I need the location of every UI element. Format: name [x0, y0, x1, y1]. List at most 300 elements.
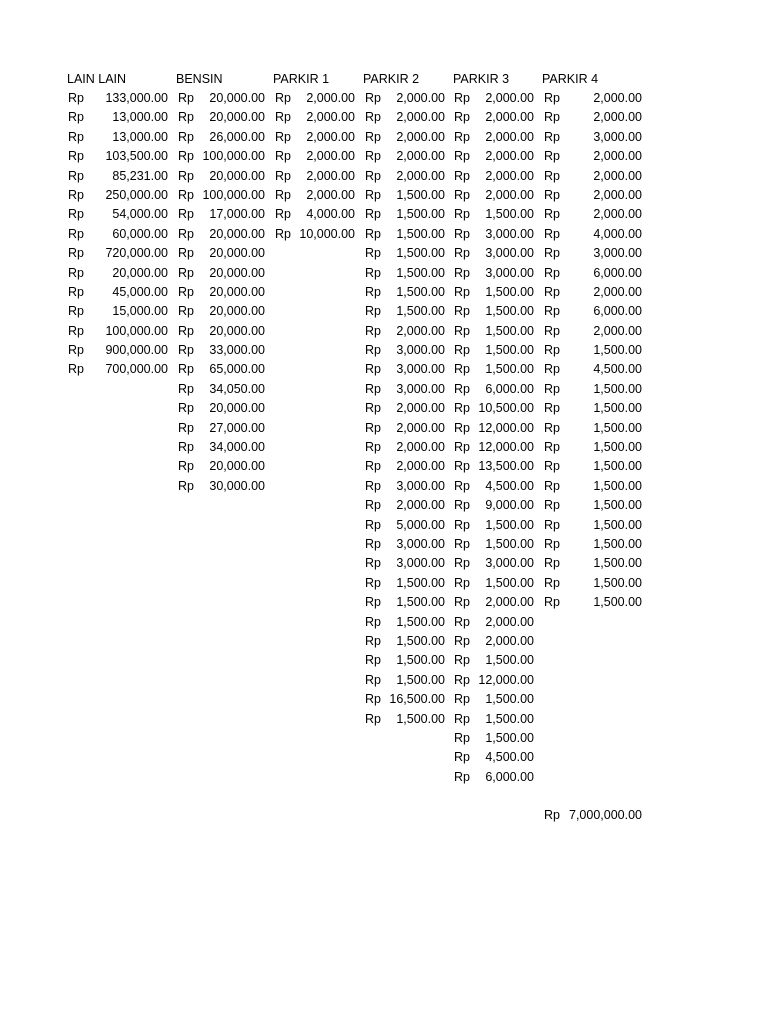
- amount-cell: 3,000.00: [485, 246, 534, 261]
- currency-label: Rp: [68, 129, 84, 144]
- amount-cell: 1,500.00: [485, 692, 534, 707]
- amount-cell: 1,500.00: [485, 536, 534, 551]
- table-row: [544, 244, 642, 263]
- amount-cell: 1,500.00: [485, 323, 534, 338]
- table-row: [454, 632, 534, 651]
- currency-label: Rp: [454, 769, 470, 784]
- amount-cell: 2,000.00: [306, 91, 355, 105]
- amount-cell: 4,500.00: [593, 362, 642, 377]
- currency-label: Rp: [544, 517, 560, 532]
- currency-label: Rp: [454, 381, 470, 396]
- table-row: [68, 283, 168, 302]
- currency-label: Rp: [275, 207, 291, 222]
- table-row: [544, 128, 642, 147]
- currency-label: Rp: [178, 168, 194, 183]
- currency-label: Rp: [544, 284, 560, 299]
- amount-cell: 17,000.00: [209, 207, 265, 222]
- currency-label: Rp: [544, 129, 560, 144]
- amount-cell: 20,000.00: [209, 91, 265, 105]
- currency-label: Rp: [544, 304, 560, 319]
- currency-label: Rp: [275, 91, 291, 105]
- table-row: [544, 574, 642, 593]
- table-row: [178, 302, 265, 321]
- amount-cell: 1,500.00: [593, 595, 642, 610]
- table-row: [178, 457, 265, 476]
- currency-label: Rp: [454, 265, 470, 280]
- amount-cell: 1,500.00: [485, 575, 534, 590]
- currency-label: Rp: [544, 149, 560, 164]
- table-row: [365, 322, 445, 341]
- table-row: [454, 710, 534, 729]
- currency-label: Rp: [454, 536, 470, 551]
- amount-cell: 85,231.00: [112, 168, 168, 183]
- currency-label: Rp: [544, 536, 560, 551]
- amount-cell: 2,000.00: [593, 207, 642, 222]
- table-row: [544, 225, 642, 244]
- amount-cell: 103,500.00: [105, 149, 168, 164]
- table-row: [454, 244, 534, 263]
- amount-cell: 2,000.00: [593, 149, 642, 164]
- amount-cell: 30,000.00: [209, 478, 265, 493]
- table-row: [178, 438, 265, 457]
- currency-label: Rp: [68, 226, 84, 241]
- currency-label: Rp: [454, 304, 470, 319]
- amount-cell: 133,000.00: [105, 91, 168, 105]
- amount-cell: 2,000.00: [396, 129, 445, 144]
- table-row: [275, 225, 355, 244]
- table-row: [454, 360, 534, 379]
- table-row: [178, 283, 265, 302]
- table-row: [365, 225, 445, 244]
- amount-cell: 45,000.00: [112, 284, 168, 299]
- currency-label: Rp: [365, 149, 381, 164]
- column-parkir-1: [275, 89, 355, 244]
- table-row: [68, 205, 168, 224]
- currency-label: Rp: [544, 265, 560, 280]
- table-row: [275, 128, 355, 147]
- amount-cell: 2,000.00: [485, 633, 534, 648]
- amount-cell: 1,500.00: [396, 304, 445, 319]
- currency-label: Rp: [365, 304, 381, 319]
- column-lain-lain: [68, 89, 168, 380]
- currency-label: Rp: [365, 614, 381, 629]
- currency-label: Rp: [544, 226, 560, 241]
- amount-cell: 2,000.00: [593, 284, 642, 299]
- currency-label: Rp: [454, 672, 470, 687]
- table-row: [365, 651, 445, 670]
- currency-label: Rp: [544, 362, 560, 377]
- currency-label: Rp: [68, 246, 84, 261]
- table-row: [454, 554, 534, 573]
- amount-cell: 1,500.00: [396, 265, 445, 280]
- currency-label: Rp: [544, 110, 560, 125]
- currency-label: Rp: [178, 284, 194, 299]
- table-row: [68, 225, 168, 244]
- table-row: [178, 147, 265, 166]
- currency-label: Rp: [454, 149, 470, 164]
- amount-cell: 1,500.00: [593, 343, 642, 358]
- amount-cell: 4,500.00: [485, 750, 534, 765]
- currency-label: Rp: [178, 401, 194, 416]
- currency-label: Rp: [454, 129, 470, 144]
- table-row: [454, 768, 534, 787]
- amount-cell: 3,000.00: [485, 265, 534, 280]
- currency-label: Rp: [454, 323, 470, 338]
- table-row: [178, 399, 265, 418]
- currency-label: Rp: [365, 343, 381, 358]
- amount-cell: 1,500.00: [593, 556, 642, 571]
- amount-cell: 700,000.00: [105, 362, 168, 377]
- table-row: [454, 651, 534, 670]
- currency-label: Rp: [365, 672, 381, 687]
- amount-cell: 2,000.00: [593, 187, 642, 202]
- table-row: [544, 419, 642, 438]
- grand-total: [544, 806, 642, 825]
- table-row: [178, 264, 265, 283]
- table-row: [454, 205, 534, 224]
- amount-cell: 3,000.00: [485, 226, 534, 241]
- currency-label: Rp: [365, 381, 381, 396]
- amount-cell: 6,000.00: [485, 381, 534, 396]
- currency-label: Rp: [178, 459, 194, 474]
- table-row: [68, 244, 168, 263]
- currency-label: Rp: [68, 91, 84, 105]
- amount-cell: 1,500.00: [593, 401, 642, 416]
- currency-label: Rp: [178, 149, 194, 164]
- amount-cell: 3,000.00: [485, 556, 534, 571]
- amount-cell: 1,500.00: [593, 459, 642, 474]
- table-row: [544, 554, 642, 573]
- amount-cell: 20,000.00: [112, 265, 168, 280]
- amount-cell: 250,000.00: [105, 187, 168, 202]
- header-parkir-3: PARKIR 3: [453, 72, 510, 86]
- table-row: [544, 167, 642, 186]
- table-row: [178, 360, 265, 379]
- total-currency: Rp: [544, 808, 560, 822]
- table-row: [365, 613, 445, 632]
- table-row: [178, 419, 265, 438]
- amount-cell: 1,500.00: [593, 498, 642, 513]
- amount-cell: 1,500.00: [396, 711, 445, 726]
- table-row: [275, 205, 355, 224]
- amount-cell: 100,000.00: [202, 149, 265, 164]
- table-row: [275, 167, 355, 186]
- currency-label: Rp: [454, 730, 470, 745]
- table-row: [178, 341, 265, 360]
- currency-label: Rp: [544, 575, 560, 590]
- table-row: [365, 535, 445, 554]
- amount-cell: 13,000.00: [112, 129, 168, 144]
- column-parkir-4: [544, 89, 642, 613]
- amount-cell: 26,000.00: [209, 129, 265, 144]
- amount-cell: 3,000.00: [396, 362, 445, 377]
- table-row: [454, 535, 534, 554]
- table-row: [544, 535, 642, 554]
- amount-cell: 20,000.00: [209, 246, 265, 261]
- table-row: [275, 186, 355, 205]
- currency-label: Rp: [454, 246, 470, 261]
- table-row: [365, 438, 445, 457]
- currency-label: Rp: [365, 536, 381, 551]
- amount-cell: 1,500.00: [485, 711, 534, 726]
- amount-cell: 20,000.00: [209, 265, 265, 280]
- amount-cell: 1,500.00: [396, 633, 445, 648]
- table-row: [365, 477, 445, 496]
- amount-cell: 1,500.00: [593, 440, 642, 455]
- currency-label: Rp: [454, 401, 470, 416]
- amount-cell: 3,000.00: [396, 478, 445, 493]
- table-row: [365, 360, 445, 379]
- table-row: [454, 167, 534, 186]
- amount-cell: 1,500.00: [593, 517, 642, 532]
- amount-cell: 6,000.00: [485, 769, 534, 784]
- table-row: [365, 496, 445, 515]
- amount-cell: 2,000.00: [485, 110, 534, 125]
- currency-label: Rp: [544, 478, 560, 493]
- table-row: [68, 89, 168, 108]
- column-parkir-3: [454, 89, 534, 787]
- amount-cell: 1,500.00: [485, 304, 534, 319]
- table-row: [365, 710, 445, 729]
- currency-label: Rp: [68, 304, 84, 319]
- table-row: [544, 380, 642, 399]
- table-row: [365, 671, 445, 690]
- currency-label: Rp: [178, 110, 194, 125]
- amount-cell: 16,500.00: [389, 692, 445, 707]
- currency-label: Rp: [365, 653, 381, 668]
- currency-label: Rp: [454, 517, 470, 532]
- amount-cell: 1,500.00: [593, 478, 642, 493]
- amount-cell: 3,000.00: [593, 129, 642, 144]
- amount-cell: 1,500.00: [593, 575, 642, 590]
- table-row: [365, 574, 445, 593]
- amount-cell: 20,000.00: [209, 226, 265, 241]
- table-row: [454, 399, 534, 418]
- total-value: 7,000,000.00: [569, 808, 642, 822]
- table-row: [544, 108, 642, 127]
- table-row: [454, 108, 534, 127]
- currency-label: Rp: [365, 110, 381, 125]
- currency-label: Rp: [454, 284, 470, 299]
- currency-label: Rp: [454, 187, 470, 202]
- amount-cell: 54,000.00: [112, 207, 168, 222]
- table-row: [454, 613, 534, 632]
- currency-label: Rp: [365, 633, 381, 648]
- amount-cell: 12,000.00: [478, 440, 534, 455]
- amount-cell: 20,000.00: [209, 323, 265, 338]
- currency-label: Rp: [454, 711, 470, 726]
- table-row: [454, 516, 534, 535]
- table-row: [275, 89, 355, 108]
- amount-cell: 27,000.00: [209, 420, 265, 435]
- currency-label: Rp: [68, 362, 84, 377]
- table-row: [365, 380, 445, 399]
- amount-cell: 2,000.00: [306, 149, 355, 164]
- amount-cell: 6,000.00: [593, 265, 642, 280]
- currency-label: Rp: [178, 343, 194, 358]
- table-row: [365, 457, 445, 476]
- table-row: [454, 341, 534, 360]
- table-row: [365, 108, 445, 127]
- amount-cell: 1,500.00: [396, 672, 445, 687]
- amount-cell: 2,000.00: [396, 440, 445, 455]
- currency-label: Rp: [454, 420, 470, 435]
- table-row: [68, 186, 168, 205]
- currency-label: Rp: [178, 478, 194, 493]
- table-row: [68, 264, 168, 283]
- currency-label: Rp: [275, 129, 291, 144]
- amount-cell: 1,500.00: [396, 614, 445, 629]
- table-row: [544, 516, 642, 535]
- table-row: [178, 89, 265, 108]
- table-row: [544, 186, 642, 205]
- table-row: [365, 205, 445, 224]
- amount-cell: 2,000.00: [396, 149, 445, 164]
- table-row: [454, 729, 534, 748]
- currency-label: Rp: [365, 401, 381, 416]
- amount-cell: 13,000.00: [112, 110, 168, 125]
- currency-label: Rp: [454, 653, 470, 668]
- amount-cell: 2,000.00: [306, 187, 355, 202]
- table-row: [454, 477, 534, 496]
- currency-label: Rp: [178, 265, 194, 280]
- currency-label: Rp: [365, 284, 381, 299]
- currency-label: Rp: [544, 246, 560, 261]
- table-row: [365, 632, 445, 651]
- table-row: [68, 302, 168, 321]
- table-row: [544, 399, 642, 418]
- currency-label: Rp: [454, 343, 470, 358]
- amount-cell: 2,000.00: [485, 595, 534, 610]
- currency-label: Rp: [365, 168, 381, 183]
- amount-cell: 1,500.00: [396, 226, 445, 241]
- currency-label: Rp: [454, 595, 470, 610]
- table-row: [544, 205, 642, 224]
- currency-label: Rp: [68, 149, 84, 164]
- amount-cell: 15,000.00: [112, 304, 168, 319]
- currency-label: Rp: [454, 207, 470, 222]
- currency-label: Rp: [178, 187, 194, 202]
- table-row: [68, 108, 168, 127]
- table-row: [454, 457, 534, 476]
- table-row: [454, 574, 534, 593]
- table-row: [365, 89, 445, 108]
- table-row: [365, 690, 445, 709]
- table-row: [544, 89, 642, 108]
- currency-label: Rp: [365, 595, 381, 610]
- table-row: [68, 128, 168, 147]
- table-row: [68, 147, 168, 166]
- currency-label: Rp: [178, 381, 194, 396]
- amount-cell: 1,500.00: [396, 595, 445, 610]
- table-row: [454, 593, 534, 612]
- currency-label: Rp: [544, 595, 560, 610]
- amount-cell: 4,000.00: [593, 226, 642, 241]
- currency-label: Rp: [365, 440, 381, 455]
- currency-label: Rp: [68, 110, 84, 125]
- table-row: [275, 147, 355, 166]
- amount-cell: 65,000.00: [209, 362, 265, 377]
- currency-label: Rp: [365, 420, 381, 435]
- amount-cell: 3,000.00: [396, 343, 445, 358]
- currency-label: Rp: [454, 440, 470, 455]
- header-parkir-2: PARKIR 2: [363, 72, 420, 86]
- amount-cell: 900,000.00: [105, 343, 168, 358]
- currency-label: Rp: [454, 91, 470, 105]
- table-row: [68, 167, 168, 186]
- amount-cell: 2,000.00: [593, 323, 642, 338]
- table-row: [365, 554, 445, 573]
- table-row: [365, 128, 445, 147]
- currency-label: Rp: [454, 750, 470, 765]
- table-row: [454, 264, 534, 283]
- amount-cell: 34,050.00: [209, 381, 265, 396]
- amount-cell: 2,000.00: [485, 129, 534, 144]
- table-row: [365, 283, 445, 302]
- currency-label: Rp: [544, 343, 560, 358]
- table-row: [178, 380, 265, 399]
- amount-cell: 3,000.00: [396, 381, 445, 396]
- amount-cell: 13,500.00: [478, 459, 534, 474]
- table-row: [178, 477, 265, 496]
- currency-label: Rp: [365, 362, 381, 377]
- table-row: [365, 399, 445, 418]
- currency-label: Rp: [544, 556, 560, 571]
- currency-label: Rp: [454, 168, 470, 183]
- currency-label: Rp: [178, 246, 194, 261]
- amount-cell: 1,500.00: [593, 381, 642, 396]
- amount-cell: 1,500.00: [396, 246, 445, 261]
- currency-label: Rp: [365, 575, 381, 590]
- currency-label: Rp: [178, 91, 194, 105]
- amount-cell: 1,500.00: [485, 343, 534, 358]
- table-row: [544, 302, 642, 321]
- amount-cell: 4,500.00: [485, 478, 534, 493]
- currency-label: Rp: [178, 323, 194, 338]
- table-row: [454, 147, 534, 166]
- column-parkir-2: [365, 89, 445, 729]
- currency-label: Rp: [454, 614, 470, 629]
- currency-label: Rp: [275, 226, 291, 241]
- currency-label: Rp: [544, 187, 560, 202]
- table-row: [68, 322, 168, 341]
- amount-cell: 1,500.00: [396, 653, 445, 668]
- amount-cell: 2,000.00: [396, 323, 445, 338]
- table-row: [454, 380, 534, 399]
- amount-cell: 2,000.00: [396, 91, 445, 105]
- amount-cell: 1,500.00: [485, 653, 534, 668]
- currency-label: Rp: [68, 284, 84, 299]
- table-row: [178, 322, 265, 341]
- table-row: [454, 419, 534, 438]
- currency-label: Rp: [454, 362, 470, 377]
- table-row: [544, 457, 642, 476]
- table-row: [454, 302, 534, 321]
- currency-label: Rp: [454, 226, 470, 241]
- table-row: [454, 438, 534, 457]
- currency-label: Rp: [275, 168, 291, 183]
- amount-cell: 2,000.00: [306, 168, 355, 183]
- currency-label: Rp: [178, 226, 194, 241]
- currency-label: Rp: [365, 187, 381, 202]
- amount-cell: 2,000.00: [396, 401, 445, 416]
- table-row: [454, 128, 534, 147]
- amount-cell: 100,000.00: [105, 323, 168, 338]
- amount-cell: 3,000.00: [593, 246, 642, 261]
- amount-cell: 2,000.00: [396, 459, 445, 474]
- currency-label: Rp: [454, 575, 470, 590]
- table-row: [454, 89, 534, 108]
